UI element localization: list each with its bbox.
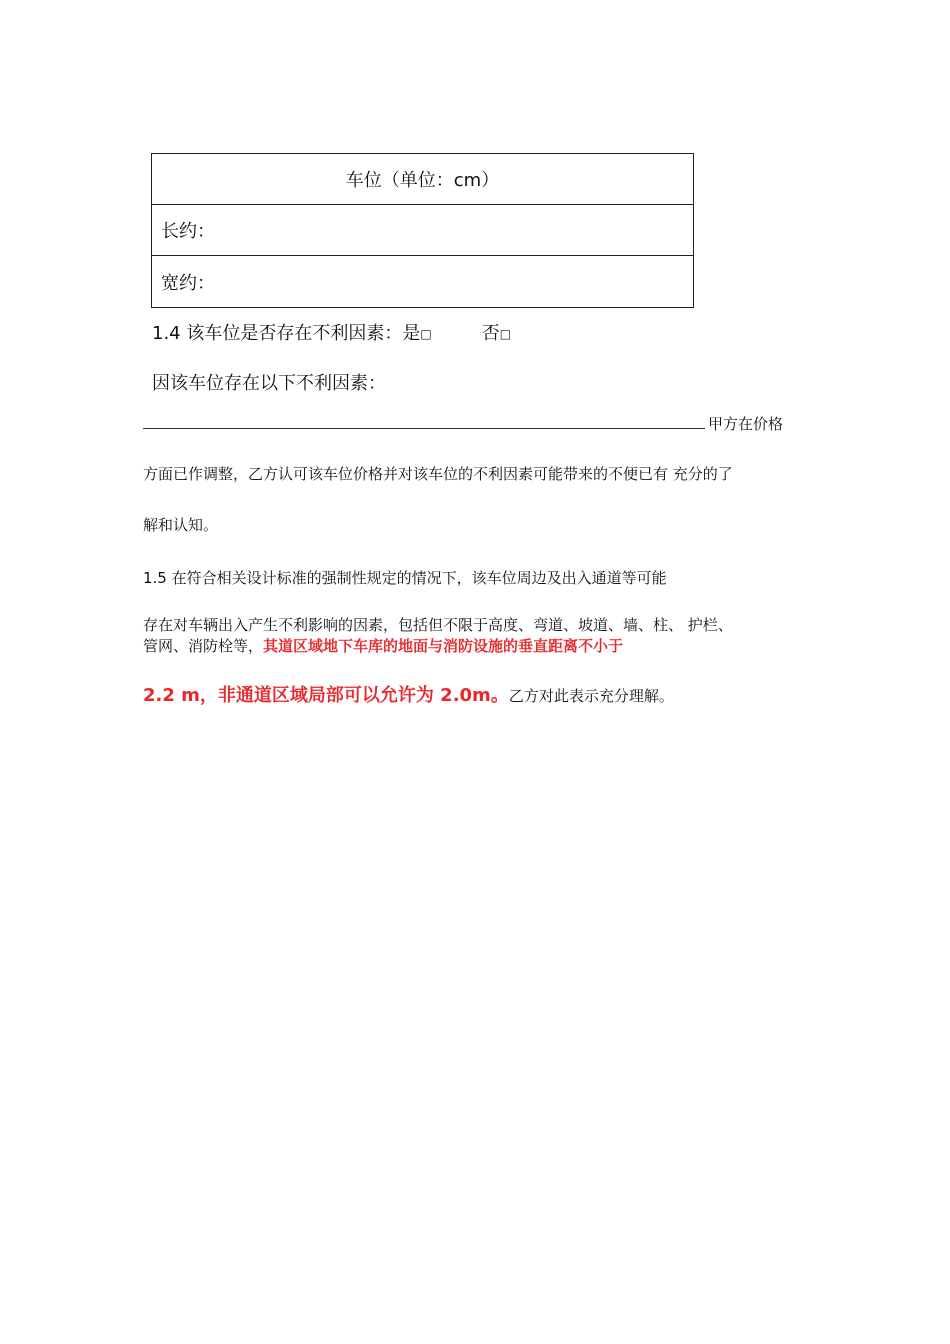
- line-3-highlight-text: 其道区域地下车库的地面与消防设施的垂直距离不小于: [263, 637, 624, 655]
- checkbox-no[interactable]: □: [499, 327, 512, 341]
- table-header: 车位（单位：cm）: [345, 170, 500, 191]
- no-option-label: 否: [481, 323, 500, 344]
- paragraph-1-4-line-3: 解和认知。: [143, 516, 219, 534]
- paragraph-1-5-line-1: 1.5 在符合相关设计标准的强制性规定的情况下，该车位周边及出入通道等可能: [143, 569, 667, 587]
- line-4-highlight-text: 2.2 m，非通道区域局部可以允许为 2.0m。: [143, 685, 509, 706]
- checkbox-yes[interactable]: □: [420, 327, 432, 341]
- length-label: 长约：: [161, 221, 215, 242]
- fill-in-blank-line[interactable]: [143, 428, 705, 429]
- reason-prompt: 因该车位存在以下不利因素：: [152, 373, 386, 394]
- line-4-normal-text: 乙方对此表示充分理解。: [508, 687, 674, 705]
- parking-space-table: [151, 153, 694, 308]
- table-header-row: [152, 154, 693, 205]
- paragraph-1-5-line-3: [143, 635, 623, 656]
- table-row-width: [152, 256, 693, 307]
- paragraph-1-5-line-2: 存在对车辆出入产生不利影响的因素，包括但不限于高度、弯道、坡道、墙、柱、 护栏、: [143, 616, 733, 634]
- table-row-length: [152, 205, 693, 256]
- section-1-4-question: [152, 319, 511, 345]
- price-adjust-text: 甲方在价格: [708, 415, 784, 433]
- paragraph-1-5-line-4: [143, 681, 674, 707]
- paragraph-1-4-line-2: 方面已作调整，乙方认可该车位价格并对该车位的不利因素可能带来的不便已有 充分的了: [143, 465, 733, 483]
- question-text: 1.4 该车位是否存在不利因素：是: [152, 323, 421, 344]
- width-label: 宽约：: [161, 272, 215, 294]
- line-3-normal-text: 管网、消防栓等，: [143, 637, 264, 655]
